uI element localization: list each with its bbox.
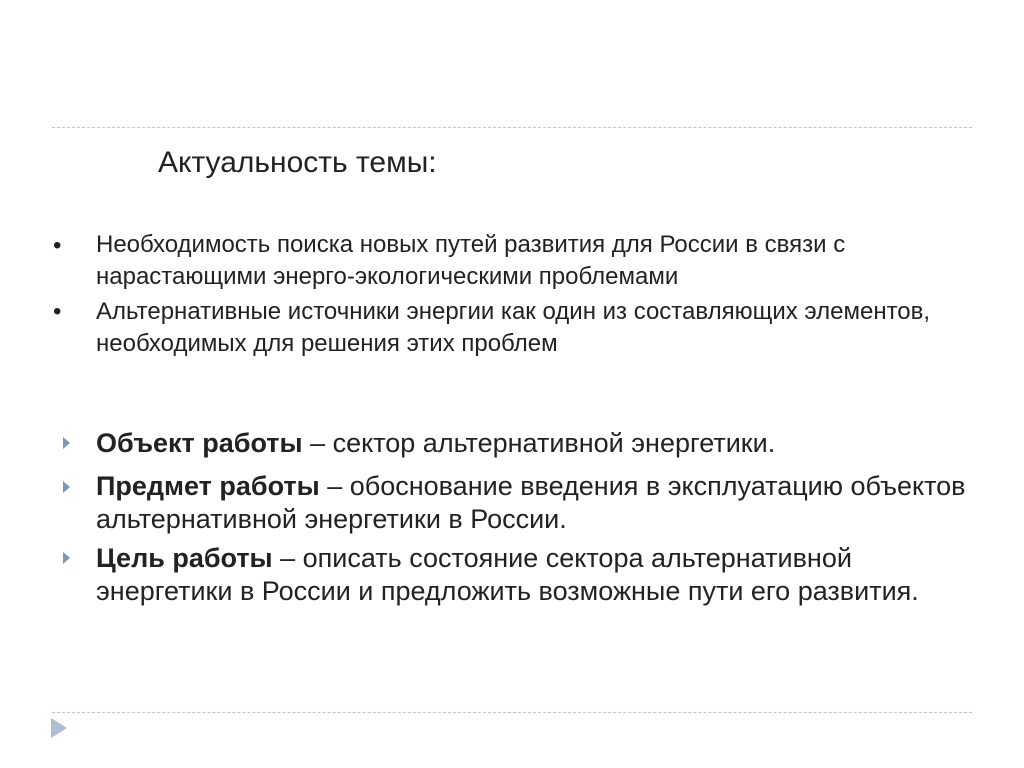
arrow-right-icon	[63, 552, 70, 564]
bullet-item-1	[96, 229, 976, 293]
item-object-label: Объект работы	[96, 428, 303, 458]
bullet-dot-2: •	[53, 298, 62, 325]
item-object	[96, 427, 976, 460]
item-goal-text: – описать состояние сектора альтернативной энергетики в России и предложить возможные пути его развития.	[96, 543, 919, 606]
item-subject-text: – обоснование введения в эксплуатацию объектов альтернативной энергетики в России.	[96, 471, 966, 534]
bullet-dot-1: •	[53, 232, 62, 259]
bullet-text-2: Альтернативные источники энергии как один из составляющих элементов, необходимых для решения этих проблем	[96, 298, 931, 357]
item-goal-label: Цель работы	[96, 543, 273, 573]
bullet-text-1: Необходимость поиска новых путей развития для России в связи с нарастающими энерго-экологическими проблемами	[96, 231, 846, 290]
bullet-item-2	[96, 296, 976, 360]
item-object-text: – сектор альтернативной энергетики.	[302, 428, 776, 458]
top-dashed-rule	[52, 127, 972, 128]
arrow-right-icon	[63, 481, 70, 493]
bottom-dashed-rule	[52, 712, 972, 713]
item-goal	[96, 542, 976, 608]
slide-title: Актуальность темы:	[158, 146, 437, 179]
play-triangle-icon[interactable]	[51, 718, 67, 738]
arrow-right-icon	[63, 437, 70, 449]
item-subject	[96, 470, 976, 536]
item-subject-label: Предмет работы	[96, 471, 320, 501]
